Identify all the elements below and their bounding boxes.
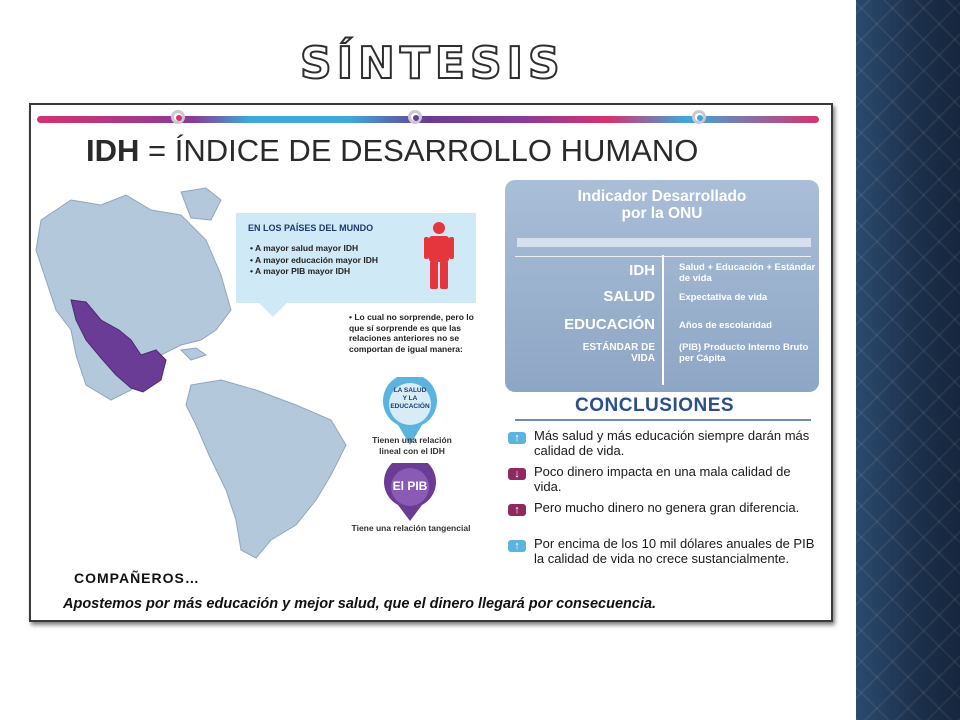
slide-title: SÍNTESIS (300, 38, 565, 89)
conclusion-text: Más salud y más educación siempre darán más calidad de vida. (534, 428, 810, 458)
gdp-caption: Tiene una relación tangencial (351, 523, 471, 533)
onu-term: EDUCACIÓN (564, 316, 655, 333)
heading-equals: = (148, 133, 167, 168)
gdp-pin-label: El PIB (392, 479, 428, 493)
onu-term: IDH (629, 262, 655, 279)
onu-indicator-panel (505, 180, 819, 392)
onu-definition: Expectativa de vida (679, 292, 768, 303)
infographic-image (29, 103, 833, 622)
callout-heading: EN LOS PAÍSES DEL MUNDO (248, 223, 374, 233)
onu-definition: Salud + Educación + Estándar de vida (679, 262, 816, 284)
south-america-land (186, 380, 346, 558)
onu-panel-title (505, 188, 819, 222)
callout-list (250, 243, 378, 278)
caption-line: Tienen una relación (372, 435, 452, 445)
conclusion-text: Por encima de los 10 mil dólares anuales de PIB la calidad de vida no crece sustancialmente. (534, 536, 815, 566)
conclusion-text: Poco dinero impacta en una mala calidad de vida. (534, 464, 791, 494)
onu-definition: Años de escolaridad (679, 320, 772, 331)
onu-term: ESTÁNDAR DE VIDA (582, 342, 655, 364)
stripe-dot (408, 110, 422, 124)
decorative-side-strip (856, 0, 960, 720)
heading-full-name: ÍNDICE DE DESARROLLO HUMANO (174, 133, 699, 168)
companions-label: COMPAÑEROS… (74, 570, 200, 586)
arrow-down-icon: ↓ (508, 468, 526, 480)
gdp-pin-icon (380, 463, 440, 523)
pin-label-line: EDUCACIÓN (390, 403, 430, 410)
person-icon (424, 221, 454, 291)
callout-item: • A mayor PIB mayor IDH (250, 266, 351, 276)
stripe-dot (692, 110, 706, 124)
arrow-up-icon: ↑ (508, 432, 526, 444)
stripe-dot (171, 110, 185, 124)
callout-item: • A mayor salud mayor IDH (250, 243, 359, 253)
conclusions-rule (515, 419, 811, 421)
closing-message: Apostemos por más educación y mejor salud, que el dinero llegará por consecuencia. (63, 596, 657, 612)
conclusion-text: Pero mucho dinero no genera gran diferencia. (534, 500, 800, 515)
world-countries-callout (236, 213, 476, 303)
arrow-up-icon: ↑ (508, 504, 526, 516)
pin-label-line: LA SALUD (393, 387, 427, 394)
pin-label-line: Y LA (402, 395, 418, 402)
heading-abbreviation: IDH (86, 133, 140, 168)
note-text: • Lo cual no sorprende, pero lo que sí sorprende es que las relaciones anteriores no se comportan de igual manera: (349, 312, 474, 354)
arrow-up-icon: ↑ (508, 540, 526, 552)
onu-definition: (PIB) Producto Interno Bruto per Cápita (679, 342, 809, 364)
onu-title-line: Indicador Desarrollado (577, 188, 747, 205)
onu-column-separator (662, 255, 664, 385)
infographic-heading (86, 133, 698, 169)
callout-pointer (259, 303, 287, 317)
caption-line: lineal con el IDH (379, 446, 445, 456)
greenland-land (181, 188, 221, 220)
callout-item: • A mayor educación mayor IDH (250, 254, 378, 265)
health-education-pin-label (387, 387, 433, 411)
conclusions-heading: CONCLUSIONES (575, 395, 735, 416)
onu-term: SALUD (603, 288, 655, 305)
onu-divider (517, 238, 811, 247)
caribbean-land (181, 348, 206, 360)
health-education-caption (347, 435, 477, 457)
onu-title-line: por la ONU (621, 205, 703, 222)
